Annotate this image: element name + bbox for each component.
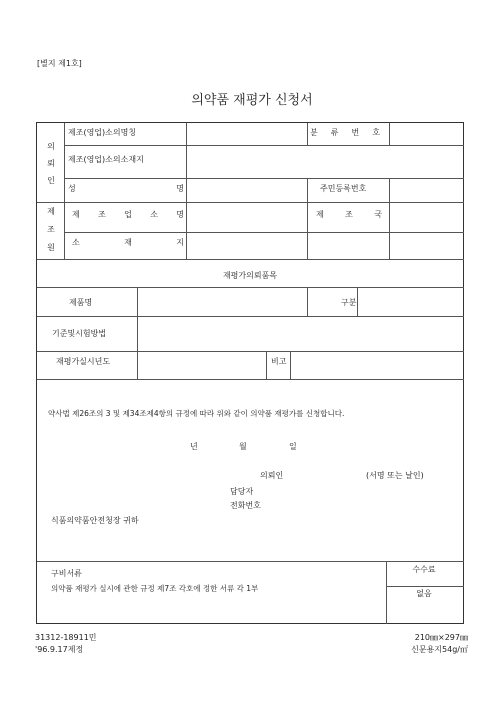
required-documents-text: 의약품 재평가 실시에 관한 규정 제7조 각호에 정한 서류 각 1부 <box>51 584 259 593</box>
representative-name-label: 성 명 <box>68 184 184 193</box>
application-statement: 약사법 제26조의 3 및 제34조제4항의 규정에 따라 위와 같이 의약품 재평가를 신청합니다. <box>48 409 345 418</box>
test-standard-field[interactable] <box>137 316 463 349</box>
date-day-label: 일 <box>289 442 297 451</box>
manufacturer-location-label: 소 재 지 <box>72 238 184 247</box>
company-address-label: 제조(영업)소의소재지 <box>68 155 144 164</box>
date-month-label: 월 <box>239 442 247 451</box>
manufacture-country-field[interactable] <box>389 202 463 231</box>
manufacturer-name-field[interactable] <box>186 202 306 231</box>
required-documents-label: 구비서류 <box>51 569 82 578</box>
section-applicant-label: 의 뢰 인 <box>47 142 55 185</box>
resident-number-label: 주민등록번호 <box>320 184 367 193</box>
company-address-field[interactable] <box>186 145 463 177</box>
phone-label: 전화번호 <box>230 501 261 510</box>
reevaluation-items-heading: 재평가의뢰품목 <box>222 271 278 280</box>
form-number: [별지 제1호] <box>37 59 82 68</box>
applicant-signature-label: 의뢰인 <box>260 471 284 480</box>
signature-note: (서명 또는 날인) <box>366 471 424 480</box>
manager-label: 담당자 <box>230 487 254 496</box>
addressee: 식품의약품안전청장 귀하 <box>51 516 139 525</box>
form-code: 31312-18911민 <box>35 633 97 642</box>
product-name-field[interactable] <box>137 287 306 314</box>
manufacturer-location-field[interactable] <box>186 232 463 258</box>
manufacture-country-label: 제 조 국 <box>316 210 382 219</box>
representative-name-field[interactable] <box>186 178 306 201</box>
category-label: 구분 <box>341 298 357 307</box>
product-name-label: 제품명 <box>69 298 93 307</box>
classification-number-label: 분 류 번 호 <box>310 128 380 137</box>
form-enacted-date: '96.9.17제정 <box>35 645 84 654</box>
section-manufacturer-label: 제 조 원 <box>47 207 55 252</box>
fee-value: 없음 <box>416 589 432 598</box>
category-field[interactable] <box>357 287 463 314</box>
remarks-field[interactable] <box>290 351 463 377</box>
classification-number-field[interactable] <box>389 123 463 144</box>
manufacturer-name-label: 제 조 업 소 명 <box>72 210 184 219</box>
remarks-label: 비고 <box>271 357 287 366</box>
date-year-label: 년 <box>190 442 198 451</box>
test-standard-label: 기준및시험방법 <box>52 329 107 338</box>
fee-label: 수수료 <box>412 565 436 574</box>
company-name-field[interactable] <box>186 123 306 144</box>
reevaluation-year-label: 재평가실시년도 <box>56 357 111 366</box>
reevaluation-year-field[interactable] <box>137 351 265 377</box>
form-title: 의약품 재평가 신청서 <box>191 93 313 108</box>
company-name-label: 제조(영업)소의명칭 <box>68 128 137 137</box>
paper-size: 210㎜×297㎜ <box>414 633 468 642</box>
resident-number-field[interactable] <box>389 178 463 201</box>
paper-type: 신문용지54g/㎡ <box>411 645 468 654</box>
